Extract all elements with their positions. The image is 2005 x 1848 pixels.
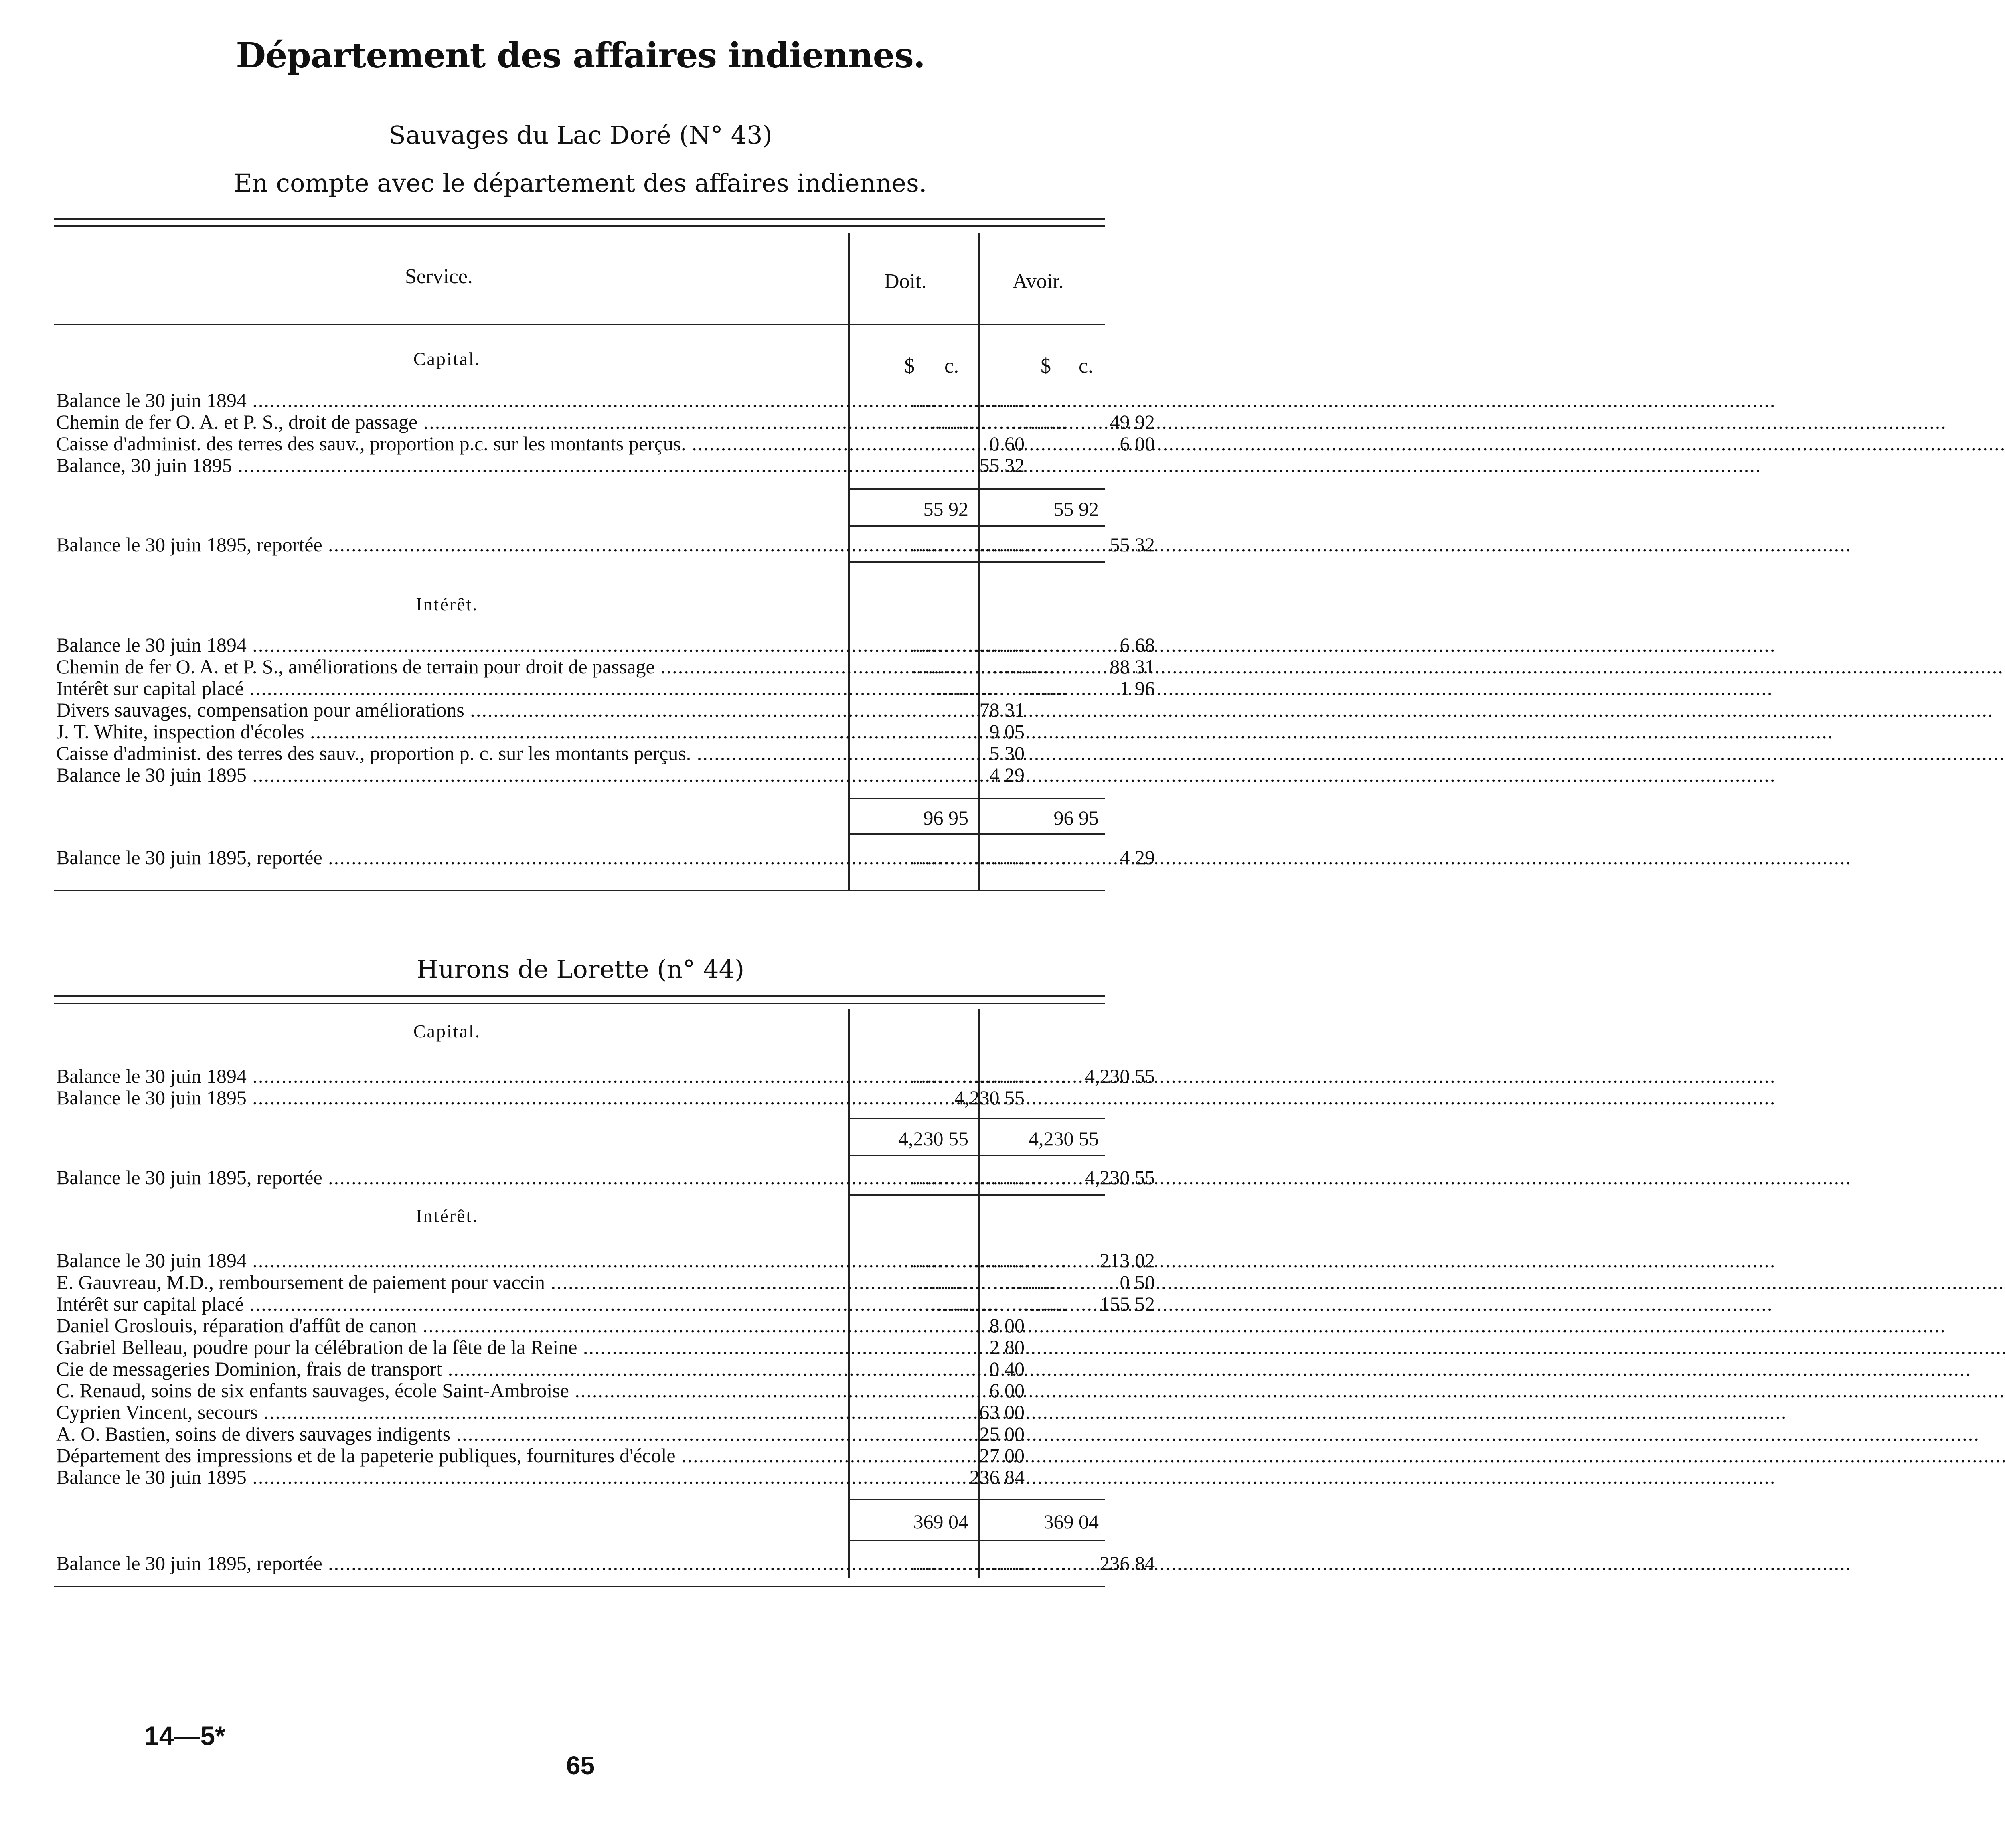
total-rule bbox=[848, 1155, 1105, 1156]
row-desc: Cie de messageries Dominion, frais de transport ..... bbox=[56, 1358, 840, 1380]
table-row: Balance le 30 juin 1894 ..... ......................... 6 68 bbox=[56, 634, 1107, 656]
row-desc: Chemin de fer O. A. et P. S., améliorations de terrain pour droit de passage ..... bbox=[56, 655, 840, 678]
table2-top-rule-1 bbox=[54, 995, 1105, 997]
dollar-sign-avoir: $ bbox=[1041, 355, 1051, 377]
cents-avoir: c. bbox=[1079, 355, 1094, 377]
row-doit: 0 40 bbox=[989, 1358, 1025, 1380]
table-row bbox=[56, 764, 1107, 786]
signature-mark: 14—5* bbox=[144, 1721, 225, 1751]
table-row bbox=[56, 1336, 1107, 1358]
row-desc: E. Gauvreau, M.D., remboursement de paiement pour vaccin ..... bbox=[56, 1271, 840, 1293]
row-desc: Daniel Groslouis, réparation d'affût de canon ..... bbox=[56, 1314, 840, 1337]
row-desc: Balance, 30 juin 1895 ..... bbox=[56, 454, 840, 476]
row-desc: Balance le 30 juin 1895 ..... bbox=[56, 764, 840, 786]
table-row bbox=[56, 432, 1155, 455]
row-desc: Caisse d'administ. des terres des sauv., proportion p.c. sur les montants perçus. ..... bbox=[56, 432, 838, 455]
row-doit: 0 60 bbox=[989, 432, 1025, 455]
row-desc: Balance le 30 juin 1895 ..... bbox=[56, 1086, 840, 1109]
table-row: Balance le 30 juin 1894 ..... ......................... 213 02 bbox=[56, 1249, 1107, 1272]
row-desc: Balance le 30 juin 1894 ..... bbox=[56, 389, 840, 411]
row-avoir: 88 31 bbox=[1110, 655, 1155, 678]
row-doit: 236 84 bbox=[969, 1466, 1025, 1488]
row-desc: A. O. Bastien, soins de divers sauvages indigents ..... bbox=[56, 1422, 840, 1445]
row-desc: Intérêt sur capital placé ..... bbox=[56, 677, 840, 699]
row-desc: Balance le 30 juin 1895, reportée ..... bbox=[56, 1166, 840, 1189]
subtotal-rule-avoir bbox=[978, 488, 1105, 490]
table-row: Chemin de fer O. A. et P. S., améliorations de terrain pour droit de passage ..... ......................... 88 31 bbox=[56, 655, 1107, 678]
table-row bbox=[56, 454, 1107, 476]
total-avoir: 4,230 55 bbox=[1029, 1127, 1099, 1150]
subtotal-rule-doit bbox=[848, 488, 978, 490]
table-row: Intérêt sur capital placé ..... ......................... 1 96 bbox=[56, 677, 1107, 699]
row-desc: Intérêt sur capital placé ..... bbox=[56, 1293, 840, 1315]
header-rule bbox=[54, 324, 1105, 325]
subtotal-rule bbox=[848, 1499, 1105, 1500]
table-row bbox=[56, 1422, 1107, 1445]
table-row bbox=[56, 1086, 1107, 1109]
subtotal-rule bbox=[848, 1118, 1105, 1119]
row-avoir: 4,230 55 bbox=[1085, 1065, 1155, 1087]
table-row: E. Gauvreau, M.D., remboursement de paiement pour vaccin ..... ......................... 0 50 bbox=[56, 1271, 1107, 1293]
total-rule bbox=[848, 1540, 1105, 1541]
total-doit: 96 95 bbox=[923, 806, 968, 829]
total-avoir: 55 92 bbox=[1053, 498, 1099, 520]
row-desc: Balance le 30 juin 1895, reportée ..... bbox=[56, 846, 840, 869]
table-row: Balance le 30 juin 1894 ..... ......................... bbox=[56, 389, 1107, 411]
page-title: Département des affaires indiennes. bbox=[236, 35, 925, 76]
row-desc: Divers sauvages, compensation pour améliorations ..... bbox=[56, 699, 840, 721]
row-avoir: 155 52 bbox=[1100, 1293, 1155, 1315]
total-doit: 4,230 55 bbox=[898, 1127, 968, 1150]
heading-capital-1: Capital. bbox=[413, 349, 481, 369]
row-desc: Département des impressions et de la papeterie publiques, fournitures d'école ..... bbox=[56, 1444, 838, 1467]
subtotal-rule bbox=[848, 798, 1105, 799]
header-service: Service. bbox=[405, 265, 473, 288]
row-avoir: 236 84 bbox=[1100, 1552, 1155, 1574]
row-desc: Balance le 30 juin 1894 ..... bbox=[56, 1249, 840, 1272]
row-avoir: 55 32 bbox=[1110, 533, 1155, 556]
dollar-sign-doit: $ bbox=[904, 355, 915, 377]
page-number: 65 bbox=[566, 1751, 595, 1780]
table-row bbox=[56, 1379, 1107, 1402]
heading-capital-2: Capital. bbox=[413, 1021, 481, 1042]
total-rule bbox=[848, 525, 1105, 527]
table-row bbox=[56, 720, 1107, 743]
row-doit: 4,230 55 bbox=[954, 1086, 1025, 1109]
row-desc: Gabriel Belleau, poudre pour la célébration de la fête de la Reine ..... bbox=[56, 1336, 840, 1358]
row-doit: 63 00 bbox=[979, 1401, 1025, 1423]
row-doit: 8 00 bbox=[989, 1314, 1025, 1337]
table-row: Balance le 30 juin 1895, reportée ..... ......................... 236 84 bbox=[56, 1552, 1107, 1574]
row-desc: C. Renaud, soins de six enfants sauvages, école Saint-Ambroise ..... bbox=[56, 1379, 840, 1402]
table-row bbox=[56, 699, 1107, 721]
table-row bbox=[56, 1358, 1107, 1380]
row-desc: Balance le 30 juin 1895, reportée ..... bbox=[56, 1552, 840, 1574]
table2-bottom-rule bbox=[54, 1586, 1105, 1587]
section-title-lorette: Hurons de Lorette (n° 44) bbox=[416, 954, 745, 984]
table1-top-rule-1 bbox=[54, 218, 1105, 220]
row-avoir: 4,230 55 bbox=[1085, 1166, 1155, 1189]
carried-rule bbox=[848, 561, 1105, 563]
row-desc: Balance le 30 juin 1894 ..... bbox=[56, 1065, 840, 1087]
row-avoir: 1 96 bbox=[1120, 677, 1155, 699]
total-doit: 55 92 bbox=[923, 498, 968, 520]
row-doit: 27 00 bbox=[979, 1444, 1025, 1467]
row-avoir: 0 50 bbox=[1120, 1271, 1155, 1293]
section-title-lac-dore: Sauvages du Lac Doré (N° 43) bbox=[389, 120, 772, 150]
row-doit: 78 31 bbox=[979, 699, 1025, 721]
row-doit: 9 05 bbox=[989, 720, 1025, 743]
row-desc: Chemin de fer O. A. et P. S., droit de passage ..... bbox=[56, 411, 840, 433]
table-row bbox=[56, 1444, 1107, 1467]
cents-doit: c. bbox=[944, 355, 959, 377]
table-row: Balance le 30 juin 1895, reportée ..... ......................... 55 32 bbox=[56, 533, 1107, 556]
row-doit: 25 00 bbox=[979, 1422, 1025, 1445]
row-desc: Balance le 30 juin 1895 ..... bbox=[56, 1466, 840, 1488]
header-avoir: Avoir. bbox=[1013, 270, 1064, 293]
row-desc: Balance le 30 juin 1895, reportée ..... bbox=[56, 533, 840, 556]
table1-top-rule-2 bbox=[54, 225, 1105, 227]
carried-rule bbox=[848, 1194, 1105, 1196]
row-avoir: 49 92 bbox=[1110, 411, 1155, 433]
total-doit: 369 04 bbox=[913, 1510, 968, 1533]
table1-bottom-rule bbox=[54, 890, 1105, 891]
row-avoir: 6 00 bbox=[1120, 432, 1155, 455]
table-row bbox=[56, 1401, 1107, 1423]
row-doit: 2 80 bbox=[989, 1336, 1025, 1358]
row-doit: 55 32 bbox=[979, 454, 1025, 476]
row-avoir: 6 68 bbox=[1120, 634, 1155, 656]
row-avoir: 4 29 bbox=[1120, 846, 1155, 869]
header-doit: Doit. bbox=[884, 270, 927, 293]
row-doit: 5 30 bbox=[989, 742, 1025, 764]
table-row bbox=[56, 742, 1107, 764]
total-avoir: 369 04 bbox=[1043, 1510, 1099, 1533]
table-row: Balance le 30 juin 1895, reportée ..... ......................... 4 29 bbox=[56, 846, 1107, 869]
row-doit: 4 29 bbox=[989, 764, 1025, 786]
table-row: Balance le 30 juin 1894 ..... ......................... 4,230 55 bbox=[56, 1065, 1107, 1087]
row-desc: Cyprien Vincent, secours ..... bbox=[56, 1401, 840, 1423]
heading-interet-1: Intérêt. bbox=[416, 594, 478, 614]
row-avoir: 213 02 bbox=[1100, 1249, 1155, 1272]
row-desc: Balance le 30 juin 1894 ..... bbox=[56, 634, 840, 656]
table-row bbox=[56, 1314, 1107, 1337]
table-row: Chemin de fer O. A. et P. S., droit de passage ..... ......................... 49 92 bbox=[56, 411, 1107, 433]
row-doit: 6 00 bbox=[989, 1379, 1025, 1402]
row-desc: Caisse d'administ. des terres des sauv., proportion p. c. sur les montants perçus. ..... bbox=[56, 742, 838, 764]
total-avoir: 96 95 bbox=[1053, 806, 1099, 829]
heading-interet-2: Intérêt. bbox=[416, 1206, 478, 1226]
table-row: Balance le 30 juin 1895, reportée ..... ......................... 4,230 55 bbox=[56, 1166, 1107, 1189]
table2-top-rule-2 bbox=[54, 1003, 1105, 1004]
account-subtitle: En compte avec le département des affaires indiennes. bbox=[234, 168, 927, 198]
table-row bbox=[56, 1466, 1107, 1488]
total-rule bbox=[848, 833, 1105, 835]
row-desc: J. T. White, inspection d'écoles ..... bbox=[56, 720, 840, 743]
table-row: Intérêt sur capital placé ..... ......................... 155 52 bbox=[56, 1293, 1107, 1315]
